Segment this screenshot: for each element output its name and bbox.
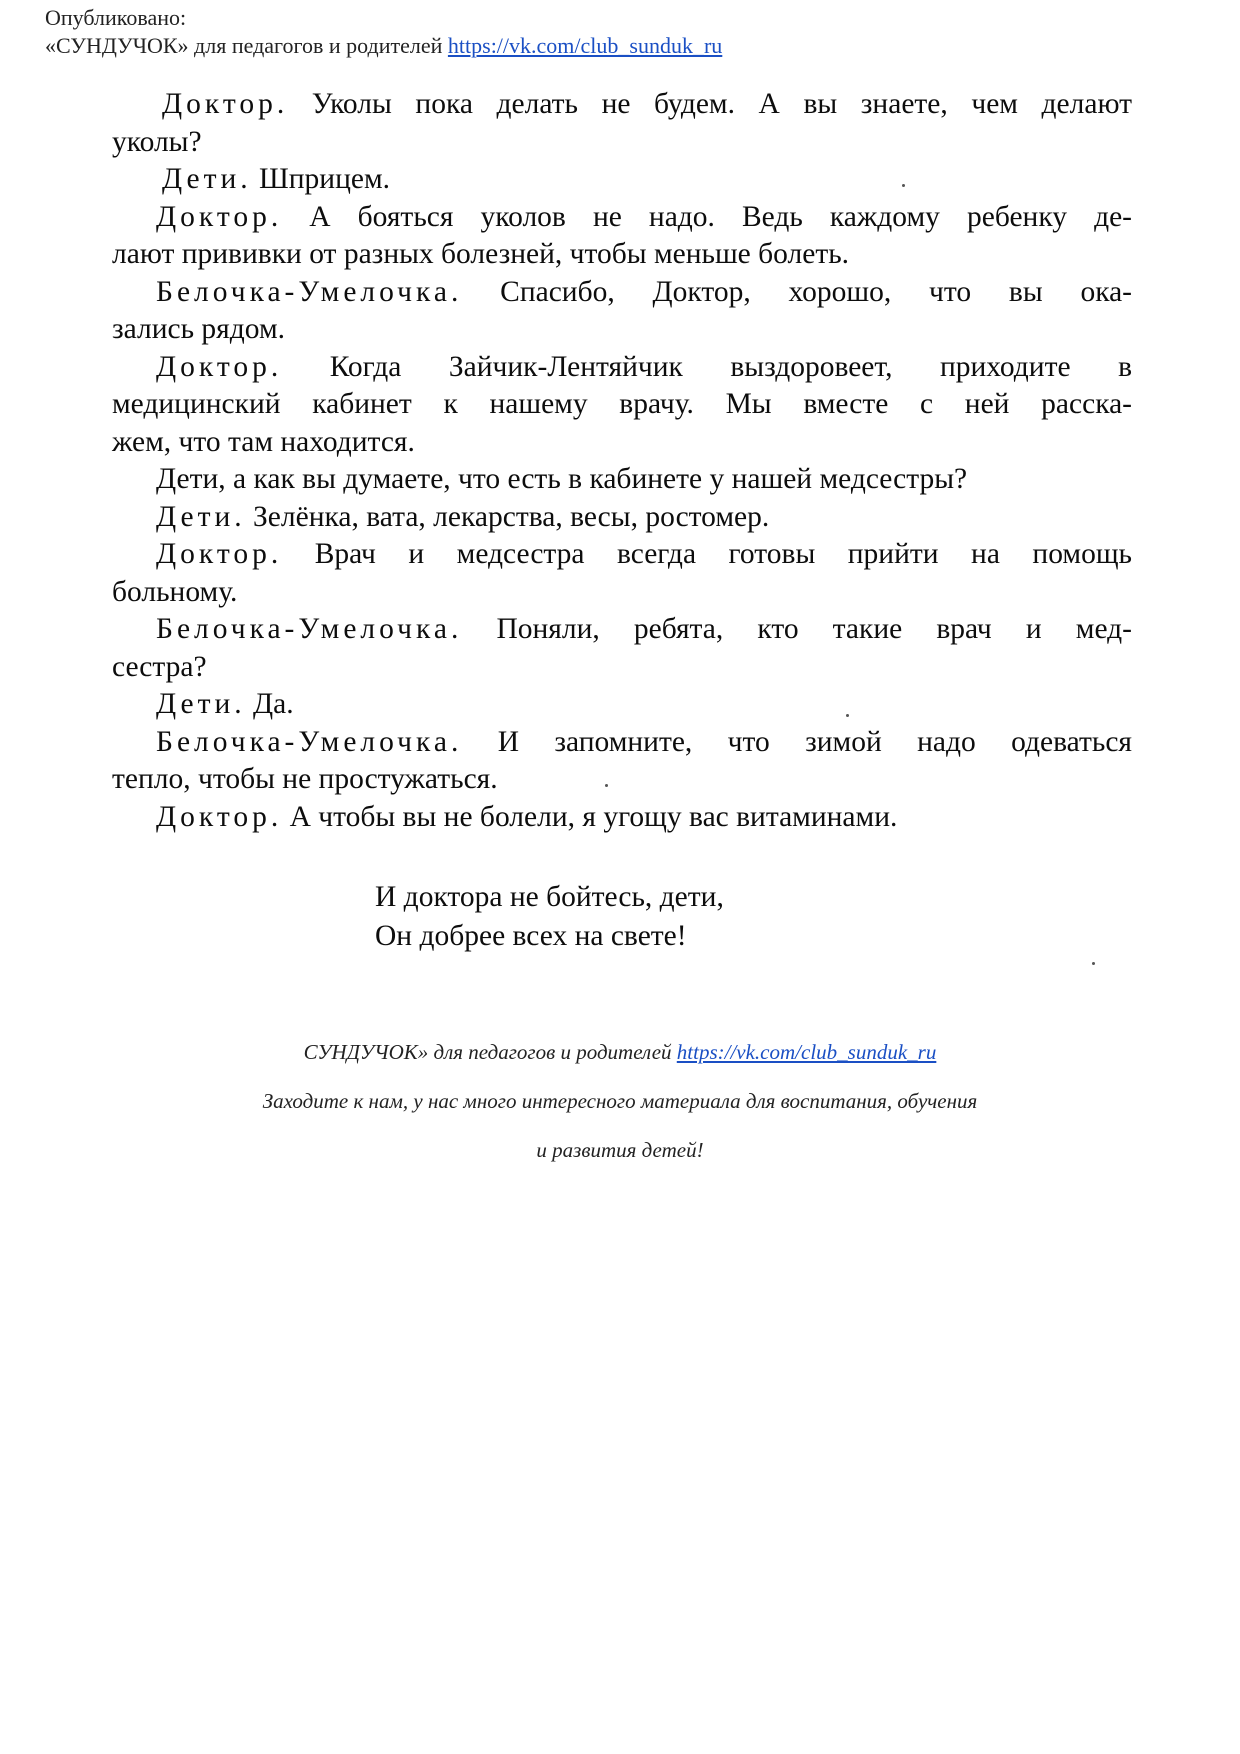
- publisher-line: [45, 32, 722, 60]
- footer-publisher-line: [0, 1040, 1240, 1065]
- dialogue-line: сестра?: [112, 650, 207, 683]
- closing-poem: [375, 878, 724, 956]
- publisher-name: «СУНДУЧОК» для педагогов и родителей: [45, 33, 448, 58]
- footer-publisher-link[interactable]: https://vk.com/club_sunduk_ru: [676, 1040, 937, 1064]
- speaker-name: Дети.: [162, 163, 252, 195]
- speaker-name: Доктор.: [156, 800, 283, 833]
- speaker-name: Белочка-Умелочка.: [156, 725, 463, 758]
- line-text: А чтобы вы не болели, я угощу вас витаминами.: [282, 800, 898, 833]
- dialogue-line: [112, 799, 1132, 837]
- dialogue-line: [112, 199, 1132, 237]
- poem-line: Он добрее всех на свете!: [375, 920, 687, 952]
- dialogue-line: [112, 499, 1132, 537]
- dialogue-line: [112, 349, 1132, 387]
- speaker-name: Дети.: [156, 688, 246, 720]
- speaker-name: Дети.: [156, 500, 246, 533]
- speaker-name: Белочка-Умелочка.: [156, 275, 463, 308]
- dialogue-line: [112, 611, 1132, 649]
- dialogue-line: [112, 686, 1132, 724]
- dialogue-line: лают прививки от разных болезней, чтобы меньше болеть.: [112, 238, 850, 270]
- line-text: А бояться уколов не надо. Ведь каждому ребенку де-: [282, 200, 1132, 233]
- footer-invite-line: Заходите к нам, у нас много интересного материала для воспитания, обучения: [262, 1089, 978, 1113]
- line-text: Да.: [245, 688, 294, 720]
- speaker-name: Доктор.: [162, 88, 289, 120]
- scan-speck: [846, 714, 849, 717]
- line-text: Уколы пока делать не будем. А вы знаете, чем делают: [288, 88, 1132, 120]
- poem-line: И доктора не бойтесь, дети,: [375, 881, 724, 913]
- footer-publisher-name: СУНДУЧОК» для педагогов и родителей: [303, 1040, 677, 1064]
- dialogue-line: [112, 274, 1132, 312]
- publisher-link[interactable]: https://vk.com/club_sunduk_ru: [447, 33, 723, 58]
- scan-speck: [605, 784, 608, 787]
- scan-speck: [902, 184, 905, 187]
- dialogue-line: тепло, чтобы не простужаться.: [112, 763, 498, 795]
- speaker-name: Доктор.: [156, 350, 283, 383]
- dialogue-line: [112, 86, 1132, 124]
- footer-invite-line-2: и развития детей!: [536, 1138, 704, 1162]
- speaker-name: Доктор.: [156, 200, 283, 233]
- speaker-name: Доктор.: [156, 538, 283, 570]
- speaker-name: Белочка-Умелочка.: [156, 613, 463, 645]
- published-label: Опубликовано:: [45, 5, 187, 30]
- dialogue-line: [112, 536, 1132, 574]
- line-text: Зелёнка, вата, лекарства, весы, ростомер.: [245, 500, 770, 533]
- dialogue-line: медицинский кабинет к нашему врачу. Мы вместе с ней расска-: [112, 388, 1132, 420]
- dialogue-line: зались рядом.: [112, 313, 285, 345]
- dialogue-line: [112, 724, 1132, 762]
- dialogue-line: больному.: [112, 575, 238, 608]
- line-text: Спасибо, Доктор, хорошо, что вы ока-: [462, 275, 1132, 308]
- scan-speck: [1092, 962, 1095, 965]
- line-text: Шприцем.: [251, 163, 391, 195]
- dialogue-line: жем, что там находится.: [112, 425, 415, 458]
- dialogue-line: Дети, а как вы думаете, что есть в кабинете у нашей медсестры?: [156, 463, 968, 495]
- line-text: Поняли, ребята, кто такие врач и мед-: [462, 613, 1132, 645]
- line-text: Врач и медсестра всегда готовы прийти на помощь: [282, 538, 1132, 570]
- line-text: И запомните, что зимой надо одеваться: [462, 725, 1132, 758]
- publication-header: [45, 4, 722, 60]
- line-text: Когда Зайчик-Лентяйчик выздоровеет, приходите в: [282, 350, 1132, 383]
- scanned-dialogue: [112, 86, 1132, 836]
- dialogue-line: [112, 161, 1132, 199]
- dialogue-line: уколы?: [112, 125, 202, 158]
